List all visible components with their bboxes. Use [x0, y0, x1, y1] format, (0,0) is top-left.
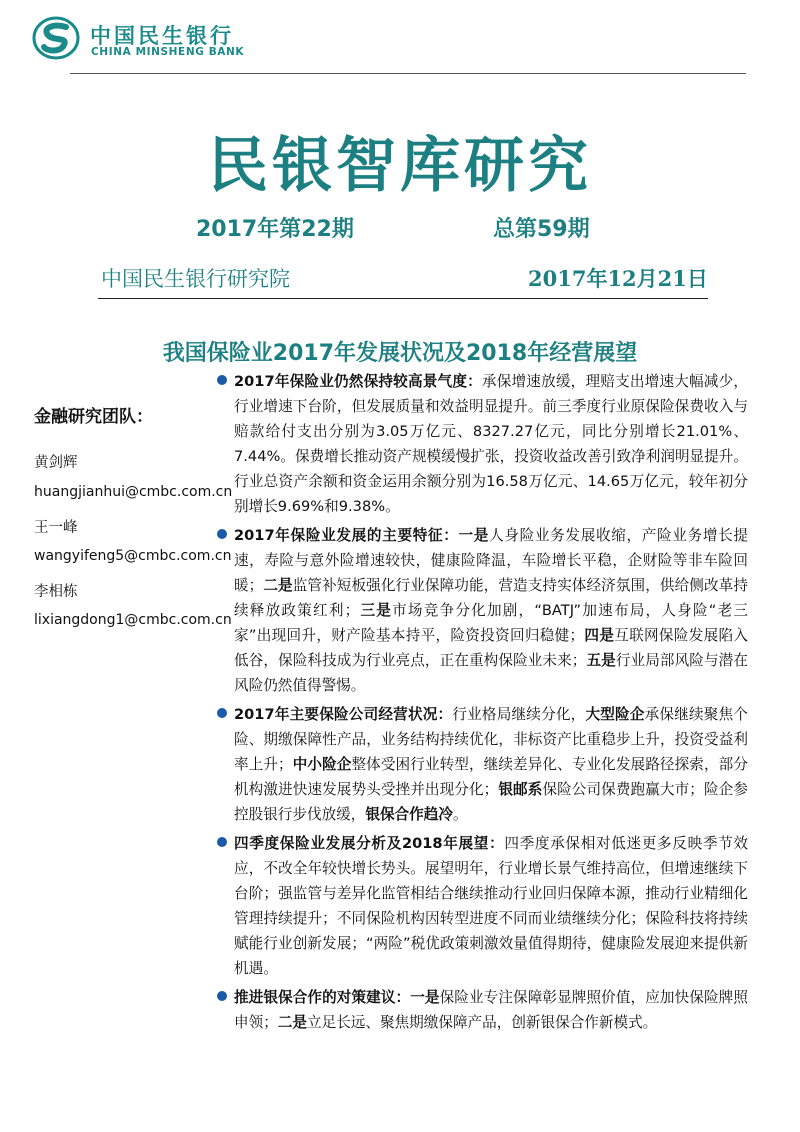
- issue-total: 总第59期: [493, 217, 590, 242]
- bullet-text: 承保增速放缓，理赔支出增速大幅减少，行业增速下台阶，但发展质量和效益明显提升。前三季度行业原保险保费收入与赔款给付支出分别为3.05万亿元、8327.27亿元，同比分别增长21.01%、7.44%。保费增长推动资产规模缓慢扩张，投资收益改善引致净利润明显提升。行业总资产余额和资金运用余额分别为16.58万亿元、14.65万亿元，较年初分别增长9.69%和9.38%。: [234, 373, 748, 515]
- author-name: 李相栋: [34, 584, 78, 600]
- publication-title: 民银智库研究: [208, 131, 592, 201]
- bullet-text: 市场竞争分化加剧，“BATJ”加速布局，人身险“老三家”出现回升，财产险基本持平，险资投资回归稳健；: [234, 602, 748, 644]
- bullet-heading: 推进银保合作的对策建议：: [234, 989, 411, 1006]
- summary-bullet: [216, 702, 748, 827]
- bullet-emphasis: 五是: [586, 652, 616, 669]
- bullet-emphasis: 银保合作趋冷: [365, 806, 453, 823]
- bullet-emphasis: 中小险企: [292, 756, 352, 773]
- summary-content: [216, 369, 748, 1039]
- bullet-emphasis: 一是: [458, 527, 490, 544]
- bullet-text: 行业格局继续分化，: [452, 706, 586, 723]
- summary-bullet: [216, 831, 748, 981]
- bullet-heading: 2017年主要保险公司经营状况：: [234, 706, 453, 723]
- summary-bullet: [216, 523, 748, 698]
- bullet-dot-icon: [217, 837, 227, 847]
- bullet-emphasis: 银邮系: [498, 781, 543, 798]
- summary-bullet: [216, 369, 748, 519]
- bullet-emphasis: 二是: [263, 577, 293, 594]
- bullet-heading: 2017年保险业发展的主要特征：: [234, 527, 459, 544]
- bullet-text: 立足长远、聚焦期缴保障产品，创新银保合作新模式。: [307, 1014, 658, 1031]
- author-email[interactable]: lixiangdong1@cmbc.com.cn: [34, 612, 232, 628]
- bullet-heading: 四季度保险业发展分析及2018年展望：: [234, 835, 505, 852]
- bank-name-cn: 中国民生银行: [90, 24, 234, 48]
- article-title: 我国保险业2017年发展状况及2018年经营展望: [162, 341, 638, 366]
- bullet-emphasis: 二是: [277, 1014, 307, 1031]
- publication-date: 2017年12月21日: [528, 266, 708, 291]
- author-email[interactable]: huangjianhui@cmbc.com.cn: [34, 484, 233, 500]
- bullet-dot-icon: [217, 375, 227, 385]
- bullet-dot-icon: [217, 529, 227, 539]
- bullet-dot-icon: [217, 708, 227, 718]
- issue-number: 2017年第22期: [196, 217, 354, 242]
- bullet-text: 人身险业务发展收缩，产险业务增长提速，寿险与意外险增速较快，健康险降温，车险增长平稳，企财险等非车险回暖；: [234, 527, 748, 594]
- bullet-emphasis: 大型险企: [585, 706, 645, 723]
- bank-name-en: CHINA MINSHENG BANK: [91, 46, 245, 58]
- bullet-text: 四季度承保相对低迷更多反映季节效应，不改全年较快增长势头。展望明年，行业增长景气维持高位，但增速继续下台阶；强监管与差异化监管相结合继续推动行业回归保障本源，推动行业精细化管理持续提升；不同保险机构因转型进度不同而业绩继续分化；保险科技将持续赋能行业创新发展；“两险”税优政策刺激效量值得期待，健康险发展迎来提供新机遇。: [234, 835, 748, 977]
- bullet-text: 承保继续聚焦个险、期缴保障性产品，业务结构持续优化，非标资产比重稳步上升，投资受益利率上升；: [234, 706, 748, 773]
- header-rule: [70, 73, 746, 74]
- masthead-rule: [98, 298, 708, 299]
- bullet-emphasis: 一是: [410, 989, 440, 1006]
- bank-logo: [32, 16, 262, 60]
- author-name: 黄剑辉: [34, 455, 78, 471]
- bullet-heading: 2017年保险业仍然保持较高景气度：: [234, 373, 482, 390]
- team-title: 金融研究团队：: [34, 407, 153, 427]
- bullet-text: 整体受困行业转型，继续差异化、专业化发展路径探索，部分机构激进快速发展势头受挫并出现分化；: [234, 756, 748, 798]
- bullet-emphasis: 三是: [359, 602, 393, 619]
- bullet-emphasis: 四是: [584, 627, 615, 644]
- bullet-text: 监管补短板强化行业保障功能，营造支持实体经济氛围，供给侧改革持续释放政策红利；: [234, 577, 748, 619]
- institute-name: 中国民生银行研究院: [101, 267, 290, 291]
- summary-bullet: [216, 985, 748, 1035]
- research-team-sidebar: [34, 404, 233, 628]
- author-name: 王一峰: [34, 520, 78, 536]
- author-email[interactable]: wangyifeng5@cmbc.com.cn: [34, 548, 232, 564]
- bullet-text: 互联网保险发展陷入低谷，保险科技成为行业亮点，正在重构保险业未来；: [234, 627, 748, 669]
- bullet-text: 保险业专注保障彰显牌照价值，应加快保险牌照申领；: [234, 989, 748, 1031]
- bullet-text: 保险公司保费跑赢大市；险企参控股银行步伐放缓，: [234, 781, 748, 823]
- bullet-text: 。: [452, 806, 468, 823]
- bullet-dot-icon: [217, 991, 227, 1001]
- minsheng-logo-icon: [32, 16, 80, 60]
- bullet-text: 行业局部风险与潜在风险仍然值得警惕。: [234, 652, 748, 694]
